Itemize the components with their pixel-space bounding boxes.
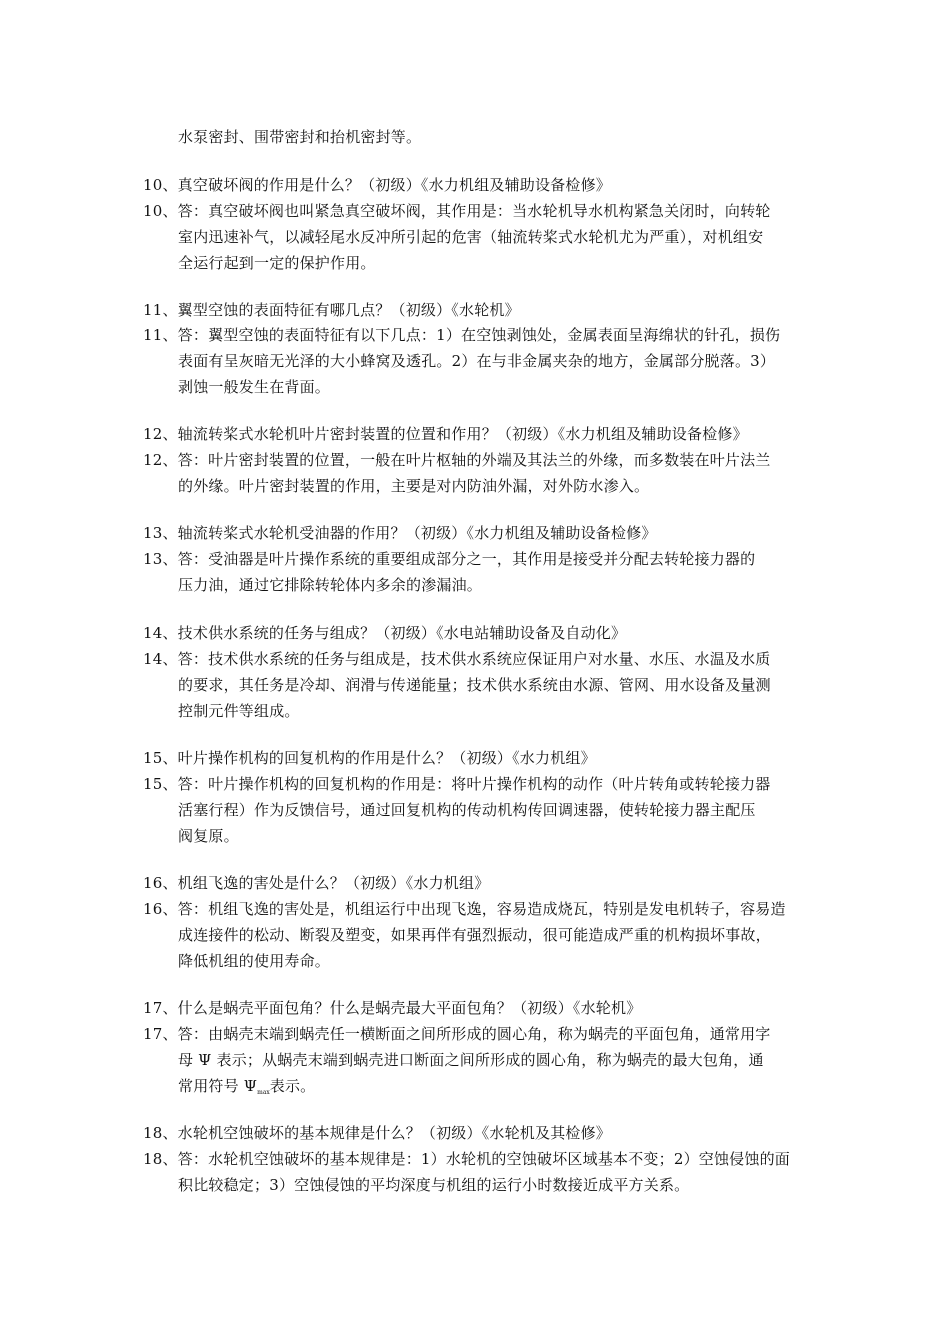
question-10: 10、真空破坏阀的作用是什么？（初级）《水力机组及辅助设备检修》 [143,176,611,194]
answer-18-line-1: 18、答：水轮机空蚀破坏的基本规律是：1）水轮机的空蚀破坏区域基本不变；2）空蚀侵蚀的面 [143,1150,790,1168]
answer-14-line-3: 控制元件等组成。 [178,702,300,720]
answer-13-line-1: 13、答：受油器是叶片操作系统的重要组成部分之一，其作用是接受并分配去转轮接力器的 [143,550,756,568]
question-11: 11、翼型空蚀的表面特征有哪几点？（初级）《水轮机》 [143,301,520,319]
answer-17-line-3-text: 常用符号 Ψ [178,1077,258,1095]
answer-17-line-1: 17、答：由蜗壳末端到蜗壳任一横断面之间所形成的圆心角，称为蜗壳的平面包角，通常用字 [143,1025,771,1043]
continuation-text: 水泵密封、围带密封和抬机密封等。 [178,128,422,146]
answer-16-line-2: 成连接件的松动、断裂及塑变，如果再伴有强烈振动，很可能造成严重的机构损坏事故， [178,926,771,944]
answer-17-line-2: 母 Ψ 表示；从蜗壳末端到蜗壳进口断面之间所形成的圆心角，称为蜗壳的最大包角，通 [178,1051,764,1069]
answer-17-line-3-tail: 表示。 [269,1077,316,1095]
answer-16-line-1: 16、答：机组飞逸的害处是，机组运行中出现飞逸，容易造成烧瓦，特别是发电机转子，容易造 [143,900,786,918]
answer-12-line-1: 12、答：叶片密封装置的位置，一般在叶片枢轴的外端及其法兰的外缘，而多数装在叶片法兰 [143,451,771,469]
answer-14-line-2: 的要求，其任务是冷却、润滑与传递能量；技术供水系统由水源、管网、用水设备及量测 [178,676,771,694]
question-17: 17、什么是蜗壳平面包角？什么是蜗壳最大平面包角？（初级）《水轮机》 [143,999,642,1017]
answer-10-line-3: 全运行起到一定的保护作用。 [178,254,376,272]
answer-15-line-3: 阀复原。 [178,827,239,845]
answer-14-line-1: 14、答：技术供水系统的任务与组成是，技术供水系统应保证用户对水量、水压、水温及水质 [143,650,771,668]
question-18: 18、水轮机空蚀破坏的基本规律是什么？（初级）《水轮机及其检修》 [143,1124,611,1142]
answer-13-line-2: 压力油，通过它排除转轮体内多余的渗漏油。 [178,576,483,594]
answer-15-line-2: 活塞行程）作为反馈信号，通过回复机构的传动机构传回调速器，使转轮接力器主配压 [178,801,756,819]
question-12: 12、轴流转桨式水轮机叶片密封装置的位置和作用？（初级）《水力机组及辅助设备检修》 [143,425,748,443]
answer-11-line-2: 表面有呈灰暗无光泽的大小蜂窝及透孔。2）在与非金属夹杂的地方，金属部分脱落。3） [178,352,776,370]
answer-10-line-1: 10、答：真空破坏阀也叫紧急真空破坏阀，其作用是：当水轮机导水机构紧急关闭时，向转轮 [143,202,771,220]
answer-16-line-3: 降低机组的使用寿命。 [178,952,331,970]
answer-10-line-2: 室内迅速补气，以减轻尾水反冲所引起的危害（轴流转桨式水轮机尤为严重），对机组安 [178,228,764,246]
answer-11-line-1: 11、答：翼型空蚀的表面特征有以下几点：1）在空蚀剥蚀处，金属表面呈海绵状的针孔，损伤 [143,326,781,344]
question-14: 14、技术供水系统的任务与组成？（初级）《水电站辅助设备及自动化》 [143,624,627,642]
answer-17-line-3 [178,1076,315,1103]
answer-18-line-2: 积比较稳定；3）空蚀侵蚀的平均深度与机组的运行小时数接近成平方关系。 [178,1176,690,1194]
question-13: 13、轴流转桨式水轮机受油器的作用？（初级）《水力机组及辅助设备检修》 [143,524,657,542]
question-16: 16、机组飞逸的害处是什么？（初级）《水力机组》 [143,874,490,892]
answer-12-line-2: 的外缘。叶片密封装置的作用，主要是对内防油外漏，对外防水渗入。 [178,477,650,495]
answer-15-line-1: 15、答：叶片操作机构的回复机构的作用是：将叶片操作机构的动作（叶片转角或转轮接力器 [143,775,771,793]
psi-max-subscript: max [257,1089,270,1096]
answer-11-line-3: 剥蚀一般发生在背面。 [178,378,331,396]
question-15: 15、叶片操作机构的回复机构的作用是什么？（初级）《水力机组》 [143,749,596,767]
